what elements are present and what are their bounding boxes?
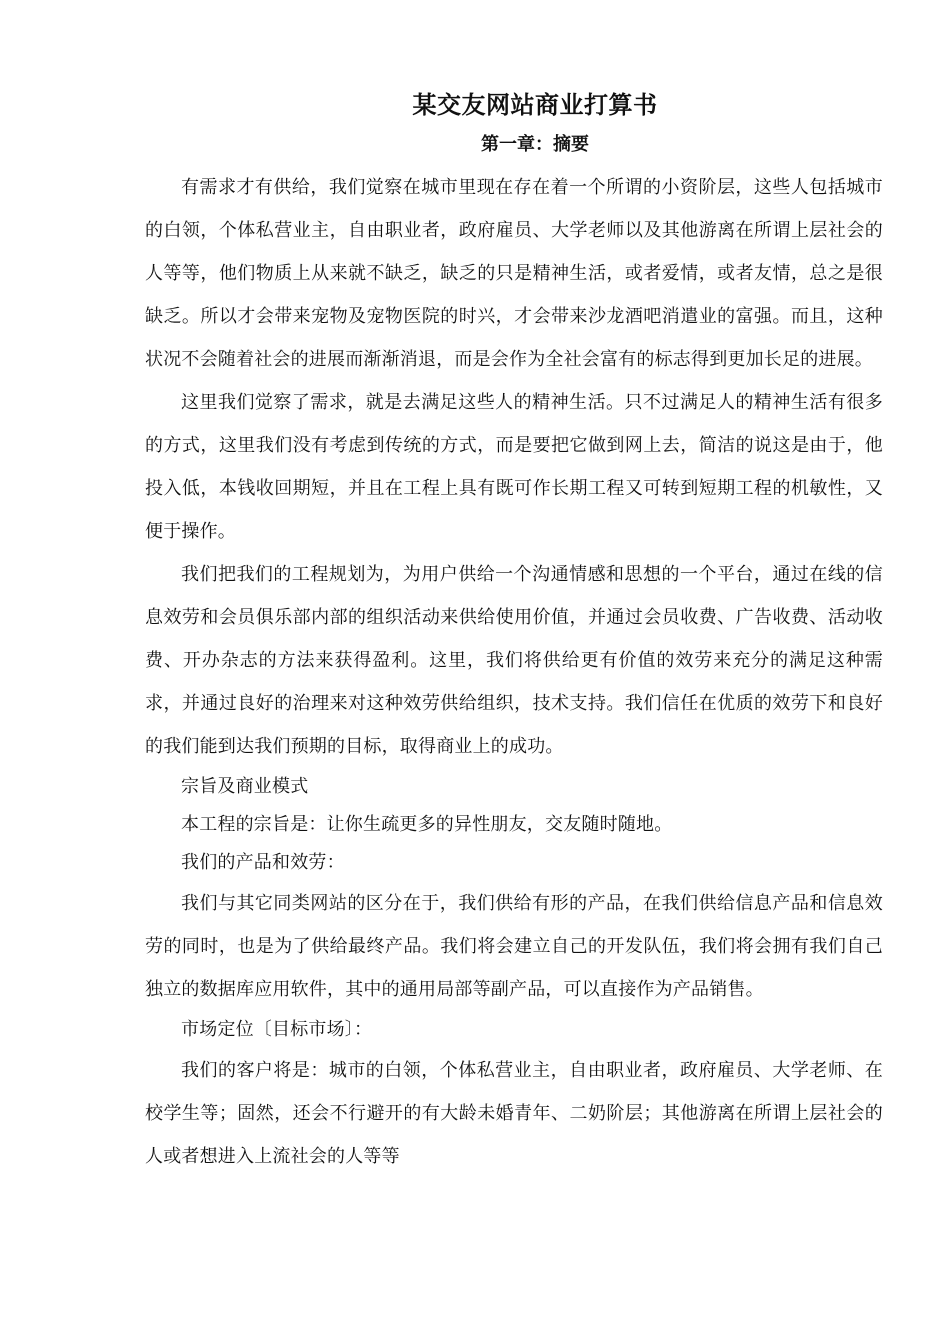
heading-market-positioning: 市场定位〔目标市场〕：	[181, 1019, 373, 1040]
paragraph-products: 我们与其它同类网站的区分在于，我们供给有形的产品，在我们供给信息产品和信息效劳的同时，也是为了供给最终产品。我们将会建立自己的开发队伍，我们将会拥有我们自己独立的数据库应用软件，其中的通用局部等副产品，可以直接作为产品销售。	[145, 893, 883, 1000]
paragraph-demand: 有需求才有供给，我们觉察在城市里现在存在着一个所谓的小资阶层，这些人包括城市的白领，个体私营业主，自由职业者，政府雇员、大学老师以及其他游离在所谓上层社会的人等等，他们物质上从来就不缺乏，缺乏的只是精神生活，或者爱情，或者友情，总之是很缺乏。所以才会带来宠物及宠物医院的时兴，才会带来沙龙酒吧消遣业的富强。而且，这种状况不会随着社会的进展而渐渐消退，而是会作为全社会富有的标志得到更加长足的进展。	[145, 177, 883, 370]
paragraph-plan: 我们把我们的工程规划为，为用户供给一个沟通情感和思想的一个平台，通过在线的信息效劳和会员俱乐部内部的组织活动来供给使用价值，并通过会员收费、广告收费、活动收费、开办杂志的方法来获得盈利。这里，我们将供给更有价值的效劳来充分的满足这种需求，并通过良好的治理来对这种效劳供给组织，技术支持。我们信任在优质的效劳下和良好的我们能到达我们预期的目标，取得商业上的成功。	[145, 564, 883, 757]
paragraph-needs: 这里我们觉察了需求，就是去满足这些人的精神生活。只不过满足人的精神生活有很多的方式，这里我们没有考虑到传统的方式，而是要把它做到网上去，简洁的说这是由于，他投入低，本钱收回期短，并且在工程上具有既可作长期工程又可转到短期工程的机敏性，又便于操作。	[145, 392, 883, 542]
paragraph-purpose: 本工程的宗旨是：让你生疏更多的异性朋友，交友随时随地。	[181, 814, 673, 835]
heading-purpose-model: 宗旨及商业模式	[181, 776, 309, 797]
heading-products-services: 我们的产品和效劳：	[181, 852, 345, 873]
chapter-title: 第一章：摘要	[481, 134, 589, 155]
paragraph-customers: 我们的客户将是：城市的白领，个体私营业主，自由职业者，政府雇员、大学老师、在校学生等；固然，还会不行避开的有大龄未婚青年、二奶阶层；其他游离在所谓上层社会的人或者想进入上流社会的人等等	[145, 1060, 883, 1167]
document-title: 某交友网站商业打算书	[412, 90, 658, 119]
document-body	[145, 166, 883, 1178]
